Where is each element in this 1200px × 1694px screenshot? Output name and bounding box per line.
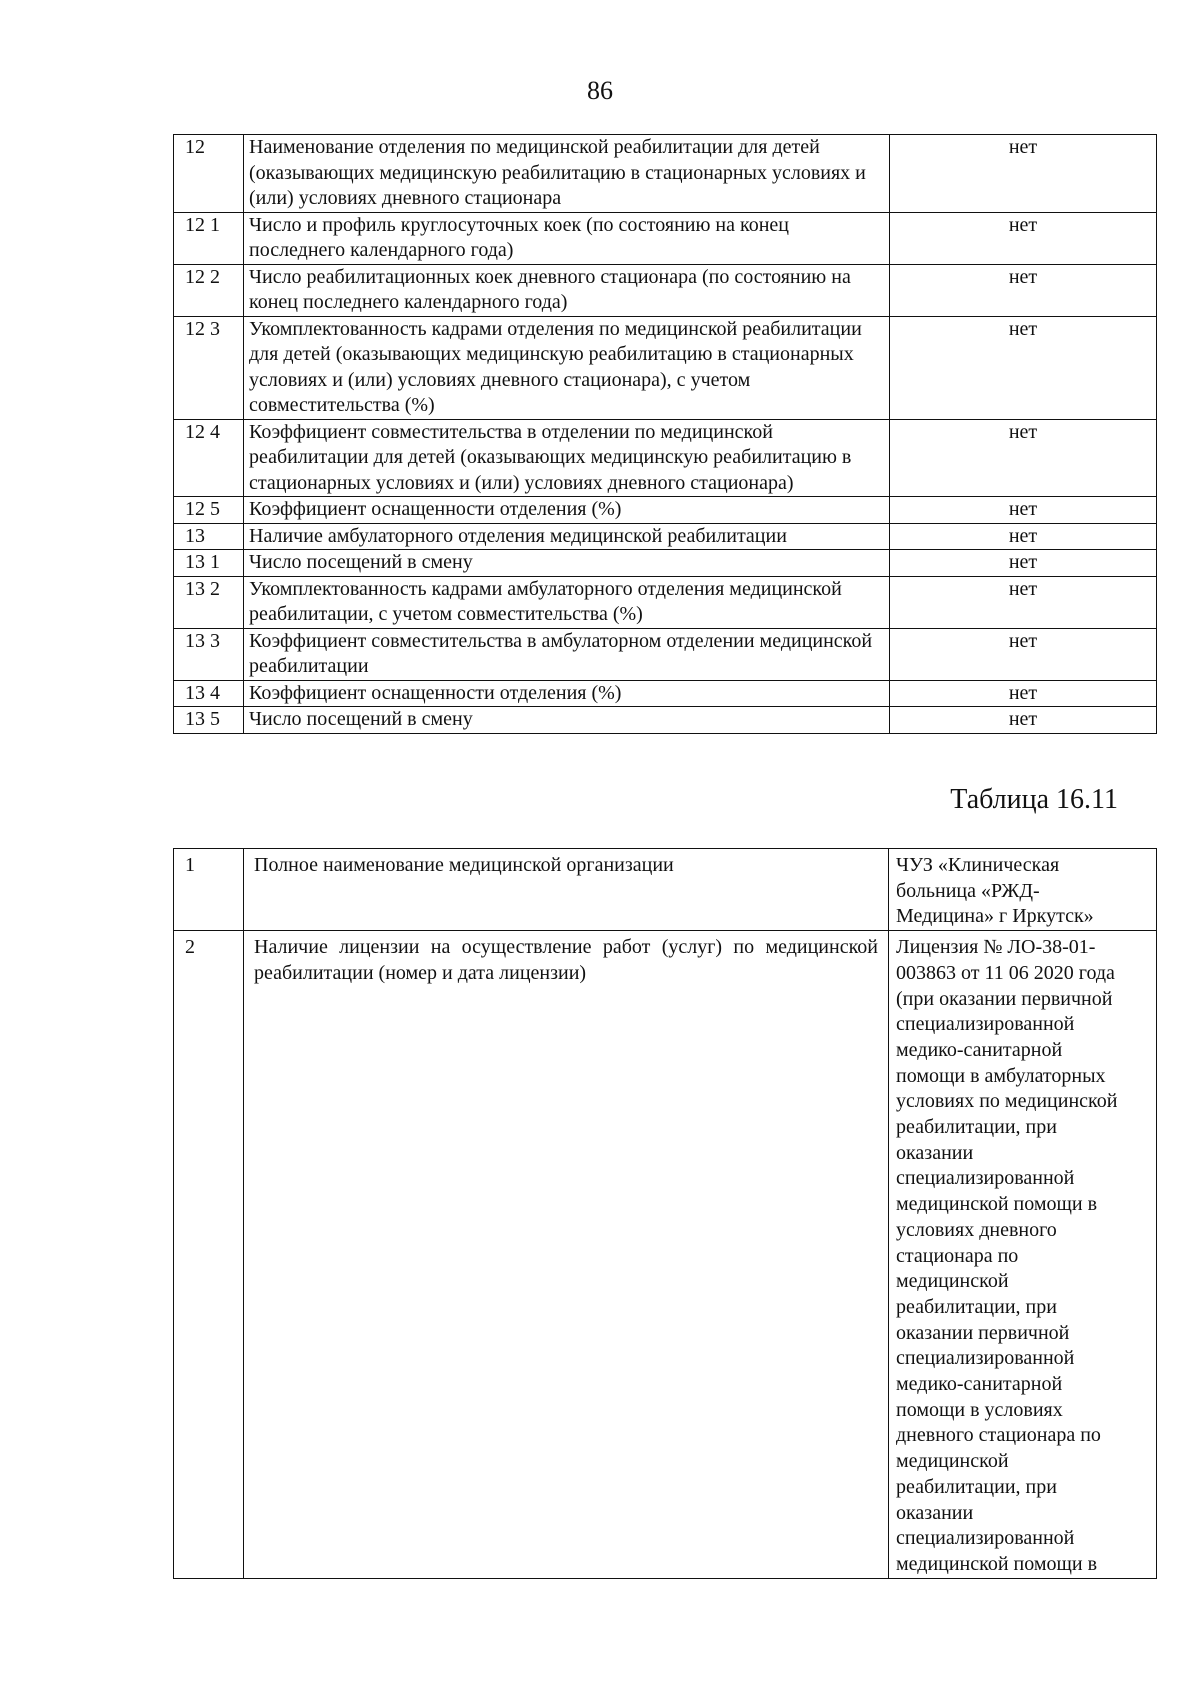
license-value (889, 931, 1157, 1579)
row-number: 13 2 (174, 576, 244, 628)
table-row (174, 680, 1157, 707)
row-description: Укомплектованность кадрами амбулаторного отделения медицинской реабилитации, с учетом совместительства (%) (244, 576, 890, 628)
value-line: реабилитации, при (896, 1116, 1057, 1139)
row-number: 2 (174, 931, 244, 1579)
row-value: нет (890, 419, 1157, 497)
row-description: Полное наименование медицинской организации (244, 849, 889, 931)
row-value: нет (890, 523, 1157, 550)
row-number: 12 1 (174, 212, 244, 264)
row-value: нет (890, 550, 1157, 577)
row-number: 12 2 (174, 264, 244, 316)
row-number: 13 1 (174, 550, 244, 577)
value-line: медицинской (896, 1450, 1009, 1473)
value-line: помощи в условиях (896, 1398, 1063, 1421)
row-description: Наличие лицензии на осуществление работ (услуг) по медицинской реабилитации (номер и дата лицензии) (244, 931, 889, 1579)
value-line: условиях по медицинской (896, 1090, 1118, 1113)
organization-name-value (889, 849, 1157, 931)
value-line: больница «РЖД- (896, 879, 1040, 902)
row-value: нет (890, 497, 1157, 524)
value-line: помощи в амбулаторных (896, 1064, 1106, 1087)
row-description: Наличие амбулаторного отделения медицинской реабилитации (244, 523, 890, 550)
table-row (174, 419, 1157, 497)
value-line: медико-санитарной (896, 1373, 1063, 1396)
row-number: 13 (174, 523, 244, 550)
table-row (174, 550, 1157, 577)
table-row (174, 931, 1157, 1579)
table-row (174, 264, 1157, 316)
row-value: нет (890, 576, 1157, 628)
row-number: 12 (174, 135, 244, 213)
value-line: реабилитации, при (896, 1475, 1057, 1498)
row-description: Число реабилитационных коек дневного стационара (по состоянию на конец последнего календарного года) (244, 264, 890, 316)
value-line: медицинской помощи в (896, 1193, 1098, 1216)
value-line: условиях дневного (896, 1218, 1057, 1241)
table-row (174, 576, 1157, 628)
value-line: ЧУЗ «Клиническая (896, 854, 1060, 876)
value-line: медицинской помощи в (896, 1552, 1098, 1575)
row-number: 13 5 (174, 707, 244, 734)
row-number: 12 3 (174, 316, 244, 419)
table-row (174, 849, 1157, 931)
row-description: Укомплектованность кадрами отделения по медицинской реабилитации для детей (оказывающих медицинскую реабилитацию в стационарных условиях и (или) условиях дневного стационара), с учетом совместительства (%) (244, 316, 890, 419)
row-description: Число и профиль круглосуточных коек (по состоянию на конец последнего календарного года) (244, 212, 890, 264)
value-line: специализированной (896, 1527, 1075, 1550)
table-row (174, 523, 1157, 550)
rehab-indicators-table (173, 134, 1157, 734)
value-line: медицинской (896, 1270, 1009, 1293)
value-line: стационара по (896, 1244, 1019, 1267)
row-number: 13 4 (174, 680, 244, 707)
table-row (174, 497, 1157, 524)
value-line: Медицина» г Иркутск» (896, 905, 1094, 928)
value-line: дневного стационара по (896, 1424, 1101, 1447)
row-value: нет (890, 628, 1157, 680)
value-line: специализированной (896, 1013, 1075, 1036)
value-line: Лицензия № ЛО-38-01- (896, 936, 1096, 959)
row-description: Коэффициент оснащенности отделения (%) (244, 497, 890, 524)
row-description: Коэффициент совместительства в амбулаторном отделении медицинской реабилитации (244, 628, 890, 680)
row-description: Коэффициент оснащенности отделения (%) (244, 680, 890, 707)
value-line: (при оказании первичной (896, 987, 1113, 1010)
row-description: Коэффициент совместительства в отделении по медицинской реабилитации для детей (оказывающих медицинскую реабилитацию в стационарных условиях и (или) условиях дневного стационара) (244, 419, 890, 497)
row-value: нет (890, 707, 1157, 734)
value-line: медико-санитарной (896, 1038, 1063, 1061)
value-line: специализированной (896, 1167, 1075, 1190)
row-number: 12 5 (174, 497, 244, 524)
value-line: 003863 от 11 06 2020 года (896, 961, 1115, 984)
table-row (174, 707, 1157, 734)
organization-info-table (173, 848, 1157, 1579)
page-number: 86 (587, 76, 613, 105)
value-line: специализированной (896, 1347, 1075, 1370)
row-value: нет (890, 680, 1157, 707)
table-row (174, 628, 1157, 680)
value-line: оказании (896, 1141, 974, 1164)
row-value: нет (890, 316, 1157, 419)
table-caption: Таблица 16.11 (950, 784, 1118, 815)
row-number: 13 3 (174, 628, 244, 680)
row-value: нет (890, 212, 1157, 264)
row-value: нет (890, 135, 1157, 213)
value-line: оказании (896, 1501, 974, 1524)
row-description: Число посещений в смену (244, 707, 890, 734)
table-row (174, 135, 1157, 213)
row-value: нет (890, 264, 1157, 316)
value-line: оказании первичной (896, 1321, 1070, 1344)
value-line: реабилитации, при (896, 1295, 1057, 1318)
table-row (174, 316, 1157, 419)
row-description: Наименование отделения по медицинской реабилитации для детей (оказывающих медицинскую реабилитацию в стационарных условиях и (или) условиях дневного стационара (244, 135, 890, 213)
row-description: Число посещений в смену (244, 550, 890, 577)
table-row (174, 212, 1157, 264)
row-number: 12 4 (174, 419, 244, 497)
row-number: 1 (174, 849, 244, 931)
